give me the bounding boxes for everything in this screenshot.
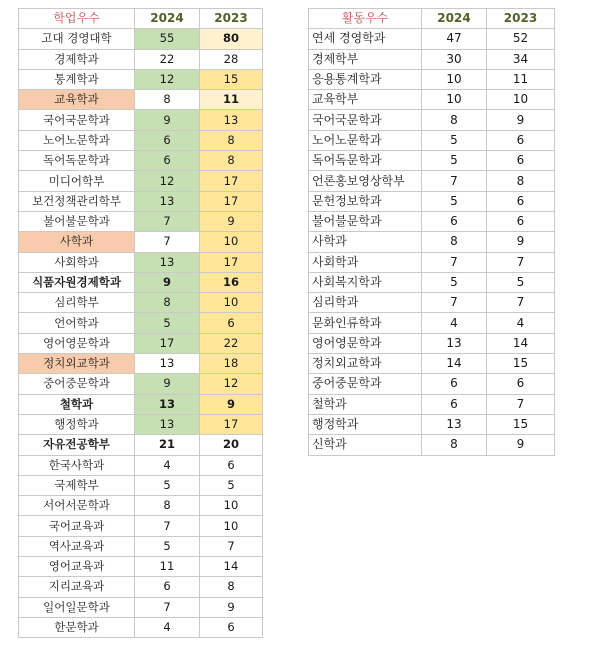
value-2023: 80 [200, 29, 263, 49]
department-name: 보건정책관리학부 [19, 191, 135, 211]
table-row [309, 293, 555, 313]
value-2024: 4 [135, 455, 200, 475]
table-row [19, 394, 263, 414]
department-name: 심리학부 [19, 293, 135, 313]
department-name: 사회학과 [309, 252, 422, 272]
department-name: 중어중문학과 [19, 374, 135, 394]
department-name: 응용통계학과 [309, 69, 422, 89]
value-2023: 34 [487, 49, 555, 69]
table-row [309, 130, 555, 150]
department-name: 정치외교학과 [19, 354, 135, 374]
table-row [19, 455, 263, 475]
value-2023: 11 [200, 90, 263, 110]
value-2023: 9 [200, 394, 263, 414]
value-2023: 9 [200, 211, 263, 231]
table-row [309, 354, 555, 374]
value-2024: 6 [422, 211, 487, 231]
table-row [19, 374, 263, 394]
column-header-2023: 2023 [200, 9, 263, 29]
value-2023: 28 [200, 49, 263, 69]
value-2023: 9 [487, 435, 555, 455]
value-2024: 17 [135, 333, 200, 353]
department-name: 지리교육과 [19, 577, 135, 597]
value-2024: 6 [135, 151, 200, 171]
department-name: 언론홍보영상학부 [309, 171, 422, 191]
value-2023: 9 [487, 232, 555, 252]
value-2023: 13 [200, 110, 263, 130]
value-2024: 13 [135, 252, 200, 272]
value-2024: 10 [422, 90, 487, 110]
value-2023: 8 [200, 130, 263, 150]
table-row [19, 313, 263, 333]
value-2024: 5 [422, 272, 487, 292]
table-row [309, 394, 555, 414]
value-2024: 5 [422, 151, 487, 171]
table-row [309, 232, 555, 252]
table-row [309, 191, 555, 211]
value-2023: 8 [200, 151, 263, 171]
department-name: 통계학과 [19, 69, 135, 89]
table-row [19, 90, 263, 110]
table-row [309, 49, 555, 69]
department-name: 일어일문학과 [19, 597, 135, 617]
department-name: 영어교육과 [19, 557, 135, 577]
table-row [19, 496, 263, 516]
value-2023: 8 [487, 171, 555, 191]
table-row [309, 110, 555, 130]
department-name: 문화인류학과 [309, 313, 422, 333]
table-row [19, 577, 263, 597]
value-2024: 13 [135, 354, 200, 374]
value-2024: 8 [135, 90, 200, 110]
value-2024: 6 [135, 130, 200, 150]
value-2023: 52 [487, 29, 555, 49]
value-2023: 16 [200, 272, 263, 292]
value-2024: 6 [422, 374, 487, 394]
value-2023: 6 [487, 130, 555, 150]
value-2023: 17 [200, 414, 263, 434]
value-2023: 17 [200, 191, 263, 211]
value-2023: 7 [487, 394, 555, 414]
table-row [19, 191, 263, 211]
department-name: 사학과 [309, 232, 422, 252]
department-name: 교육학과 [19, 90, 135, 110]
value-2024: 8 [135, 496, 200, 516]
table-row [309, 90, 555, 110]
department-name: 불어불문학과 [309, 211, 422, 231]
value-2024: 47 [422, 29, 487, 49]
department-name: 노어노문학과 [309, 130, 422, 150]
value-2023: 5 [200, 475, 263, 495]
table-row [19, 130, 263, 150]
department-name: 국제학부 [19, 475, 135, 495]
department-name: 심리학과 [309, 293, 422, 313]
value-2024: 12 [135, 69, 200, 89]
department-name: 국어교육과 [19, 516, 135, 536]
column-header-department: 활동우수 [309, 9, 422, 29]
table-row [309, 414, 555, 434]
value-2023: 7 [200, 536, 263, 556]
value-2024: 11 [135, 557, 200, 577]
value-2023: 15 [200, 69, 263, 89]
table-row [309, 69, 555, 89]
value-2024: 8 [135, 293, 200, 313]
value-2023: 6 [487, 211, 555, 231]
value-2023: 7 [487, 293, 555, 313]
value-2023: 14 [487, 333, 555, 353]
value-2024: 7 [422, 252, 487, 272]
department-name: 독어독문학과 [19, 151, 135, 171]
value-2024: 5 [135, 475, 200, 495]
value-2023: 5 [487, 272, 555, 292]
department-name: 고대 경영대학 [19, 29, 135, 49]
column-header-2024: 2024 [135, 9, 200, 29]
department-name: 사학과 [19, 232, 135, 252]
value-2023: 8 [200, 577, 263, 597]
table-row [19, 475, 263, 495]
department-name: 국어국문학과 [309, 110, 422, 130]
department-name: 영어영문학과 [19, 333, 135, 353]
value-2023: 10 [200, 232, 263, 252]
department-name: 영어영문학과 [309, 333, 422, 353]
value-2023: 18 [200, 354, 263, 374]
department-name: 노어노문학과 [19, 130, 135, 150]
value-2023: 15 [487, 414, 555, 434]
department-name: 사회복지학과 [309, 272, 422, 292]
value-2024: 8 [422, 232, 487, 252]
department-name: 신학과 [309, 435, 422, 455]
table-row [309, 272, 555, 292]
value-2024: 4 [135, 617, 200, 637]
department-name: 경제학부 [309, 49, 422, 69]
table-row [19, 617, 263, 637]
value-2024: 8 [422, 435, 487, 455]
table-header-row [309, 9, 555, 29]
value-2024: 7 [422, 293, 487, 313]
department-name: 행정학과 [309, 414, 422, 434]
column-header-2023: 2023 [487, 9, 555, 29]
table-row [19, 252, 263, 272]
value-2023: 6 [487, 374, 555, 394]
value-2023: 17 [200, 171, 263, 191]
department-name: 역사교육과 [19, 536, 135, 556]
value-2023: 12 [200, 374, 263, 394]
value-2023: 10 [200, 516, 263, 536]
value-2023: 10 [487, 90, 555, 110]
academic-excellence-table [18, 8, 263, 638]
table-row [19, 211, 263, 231]
value-2024: 5 [422, 191, 487, 211]
department-name: 행정학과 [19, 414, 135, 434]
table-row [309, 151, 555, 171]
department-name: 독어독문학과 [309, 151, 422, 171]
value-2023: 6 [487, 151, 555, 171]
table-row [19, 333, 263, 353]
value-2024: 7 [135, 516, 200, 536]
department-name: 문헌정보학과 [309, 191, 422, 211]
table-row [19, 69, 263, 89]
table-row [309, 333, 555, 353]
value-2024: 7 [135, 597, 200, 617]
value-2023: 10 [200, 496, 263, 516]
value-2024: 13 [422, 414, 487, 434]
value-2024: 5 [135, 536, 200, 556]
value-2024: 13 [135, 414, 200, 434]
table-row [309, 435, 555, 455]
department-name: 식품자원경제학과 [19, 272, 135, 292]
value-2024: 21 [135, 435, 200, 455]
activity-excellence-table [308, 8, 555, 456]
table-row [309, 29, 555, 49]
table-row [19, 110, 263, 130]
department-name: 경제학과 [19, 49, 135, 69]
table-row [19, 557, 263, 577]
value-2024: 55 [135, 29, 200, 49]
table-row [19, 516, 263, 536]
value-2024: 5 [135, 313, 200, 333]
value-2024: 30 [422, 49, 487, 69]
department-name: 교육학부 [309, 90, 422, 110]
value-2023: 17 [200, 252, 263, 272]
table-row [309, 313, 555, 333]
table-row [19, 29, 263, 49]
value-2023: 9 [487, 110, 555, 130]
department-name: 철학과 [19, 394, 135, 414]
value-2024: 4 [422, 313, 487, 333]
department-name: 중어중문학과 [309, 374, 422, 394]
value-2023: 22 [200, 333, 263, 353]
table-row [309, 211, 555, 231]
value-2023: 9 [200, 597, 263, 617]
table-row [19, 232, 263, 252]
value-2023: 15 [487, 354, 555, 374]
table-row [19, 597, 263, 617]
department-name: 자유전공학부 [19, 435, 135, 455]
value-2023: 6 [200, 313, 263, 333]
value-2024: 10 [422, 69, 487, 89]
value-2024: 9 [135, 110, 200, 130]
table-row [309, 252, 555, 272]
value-2024: 13 [135, 394, 200, 414]
table-row [19, 49, 263, 69]
department-name: 연세 경영학과 [309, 29, 422, 49]
column-header-2024: 2024 [422, 9, 487, 29]
value-2023: 10 [200, 293, 263, 313]
table-row [19, 536, 263, 556]
value-2024: 6 [135, 577, 200, 597]
value-2024: 8 [422, 110, 487, 130]
table-row [19, 171, 263, 191]
value-2024: 12 [135, 171, 200, 191]
value-2024: 7 [422, 171, 487, 191]
value-2023: 6 [487, 191, 555, 211]
column-header-department: 학업우수 [19, 9, 135, 29]
table-header-row [19, 9, 263, 29]
table-row [19, 151, 263, 171]
value-2024: 13 [422, 333, 487, 353]
table-row [19, 293, 263, 313]
department-name: 한문학과 [19, 617, 135, 637]
table-row [19, 435, 263, 455]
value-2024: 9 [135, 272, 200, 292]
value-2024: 5 [422, 130, 487, 150]
value-2023: 6 [200, 617, 263, 637]
value-2023: 4 [487, 313, 555, 333]
value-2024: 13 [135, 191, 200, 211]
department-name: 정치외교학과 [309, 354, 422, 374]
value-2023: 20 [200, 435, 263, 455]
value-2024: 22 [135, 49, 200, 69]
table-row [309, 171, 555, 191]
department-name: 미디어학부 [19, 171, 135, 191]
value-2024: 6 [422, 394, 487, 414]
department-name: 철학과 [309, 394, 422, 414]
value-2024: 14 [422, 354, 487, 374]
department-name: 불어불문학과 [19, 211, 135, 231]
value-2023: 7 [487, 252, 555, 272]
department-name: 사회학과 [19, 252, 135, 272]
value-2024: 7 [135, 232, 200, 252]
value-2023: 11 [487, 69, 555, 89]
department-name: 서어서문학과 [19, 496, 135, 516]
department-name: 국어국문학과 [19, 110, 135, 130]
value-2023: 6 [200, 455, 263, 475]
value-2023: 14 [200, 557, 263, 577]
table-row [19, 272, 263, 292]
value-2024: 7 [135, 211, 200, 231]
value-2024: 9 [135, 374, 200, 394]
department-name: 한국사학과 [19, 455, 135, 475]
table-row [19, 414, 263, 434]
table-row [19, 354, 263, 374]
table-row [309, 374, 555, 394]
department-name: 언어학과 [19, 313, 135, 333]
